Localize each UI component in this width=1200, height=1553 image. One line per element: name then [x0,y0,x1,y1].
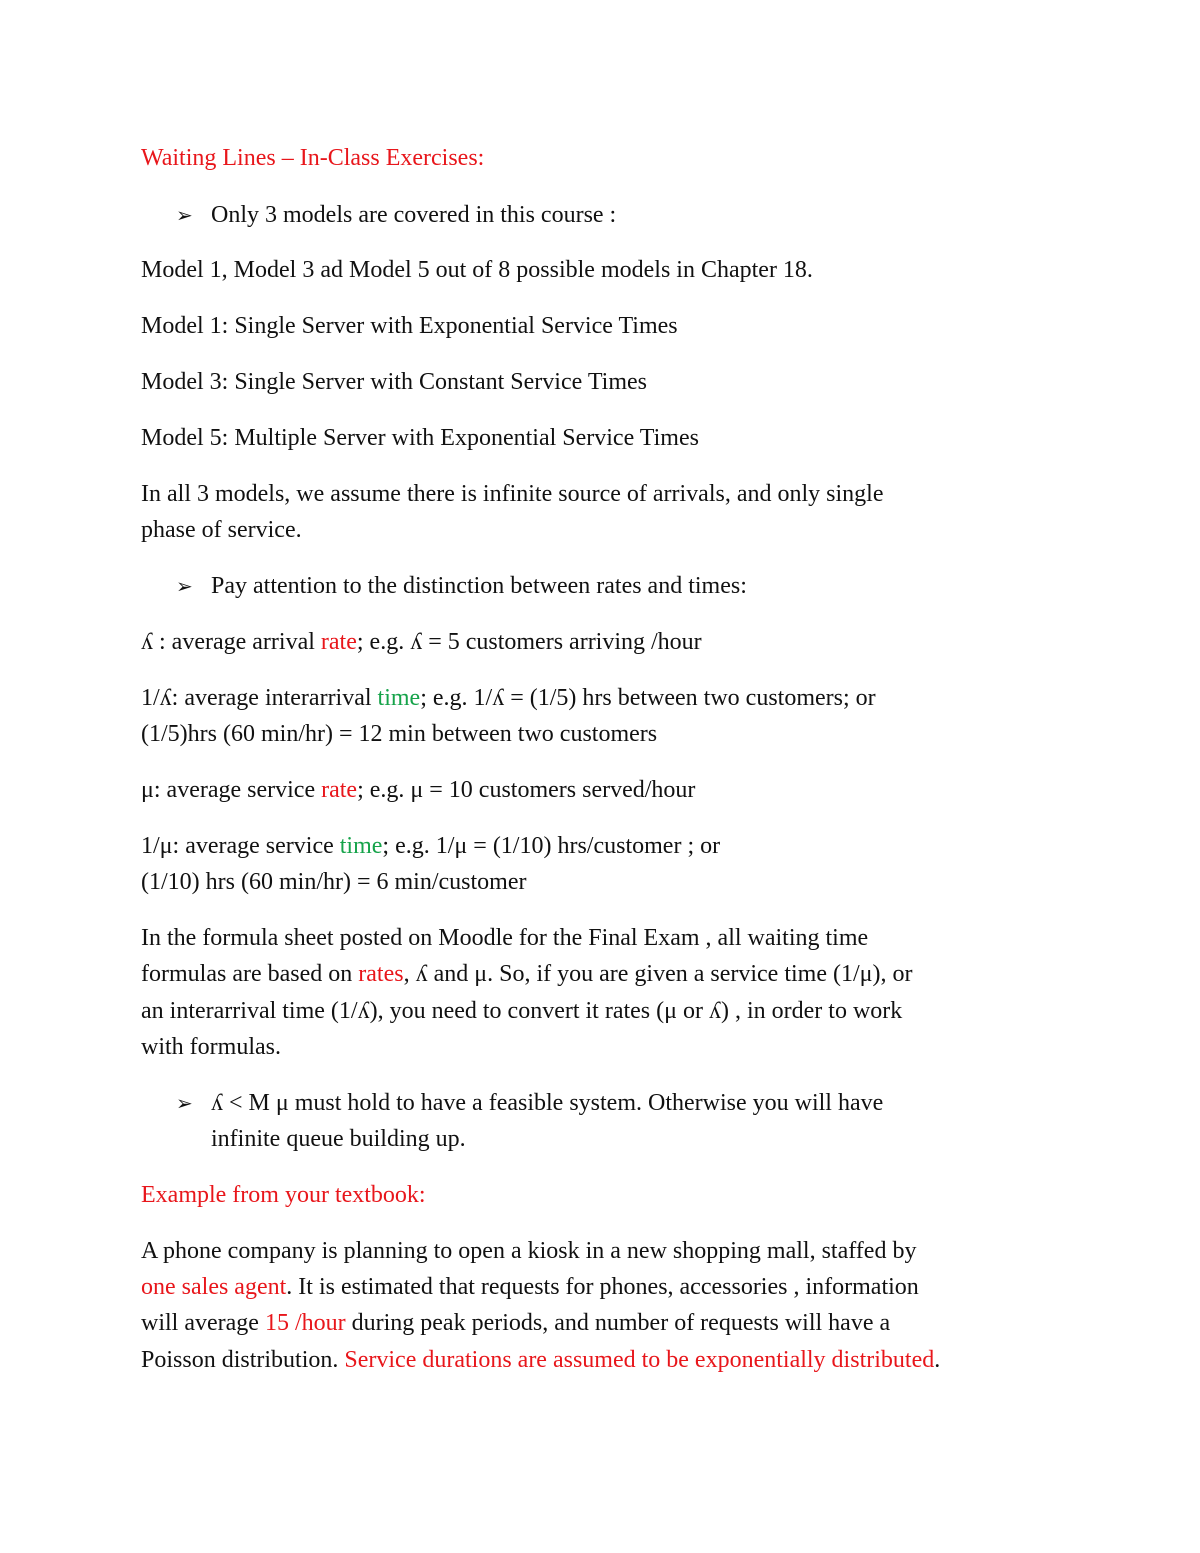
example-line-4-text: Poisson distribution. [141,1347,345,1373]
models-intro: Model 1, Model 3 ad Model 5 out of 8 possible models in Chapter 18. [141,257,813,283]
example-highlight-rate: 15 /hour [264,1310,346,1336]
bullet-arrow-icon: ➢ [176,1091,193,1115]
page-title: Waiting Lines – In-Class Exercises: [141,145,485,171]
inv-lambda-def-example: ; e.g. 1/ʎ = (1/5) hrs between two customers; or [420,685,876,711]
formula-note-text-cont: , ʎ and μ. So, if you are given a service time (1/μ), or [403,961,913,987]
bullet-feasibility-line-2: infinite queue building up. [211,1126,466,1152]
model-1-line: Model 1: Single Server with Exponential Service Times [141,313,678,339]
inv-lambda-conversion: (1/5)hrs (60 min/hr) = 12 min between two customers [141,721,658,747]
mu-def-highlight: rate [321,777,358,803]
assumption-line-2: phase of service. [141,517,302,543]
inv-mu-definition [141,828,720,864]
inv-mu-conversion: (1/10) hrs (60 min/hr) = 6 min/customer [141,869,527,895]
example-line-4-end: . [934,1347,941,1373]
example-line-4 [141,1342,940,1378]
example-line-3-text-cont: during peak periods, and number of requests will have a [345,1310,891,1336]
inv-mu-def-highlight: time [339,833,383,859]
inv-mu-def-text: 1/μ: average service [141,833,340,859]
lambda-def-highlight: rate [320,629,357,655]
example-line-3-text: will average [141,1310,265,1336]
example-highlight-service: Service durations are assumed to be exponentially distributed [344,1347,935,1373]
bullet-arrow-icon: ➢ [176,574,193,598]
mu-definition [141,772,695,808]
mu-def-example: ; e.g. μ = 10 customers served/hour [357,777,696,803]
inv-mu-def-example: ; e.g. 1/μ = (1/10) hrs/customer ; or [382,833,721,859]
bullet-feasibility-line-1: ʎ < M μ must hold to have a feasible system. Otherwise you will have [211,1090,884,1116]
example-line-3 [141,1305,890,1341]
bullet-models-covered: Only 3 models are covered in this course : [211,202,617,228]
bullet-rates-times: Pay attention to the distinction between rates and times: [211,573,747,599]
example-highlight-agent: one sales agent [141,1274,287,1300]
formula-note-highlight: rates [358,961,404,987]
formula-note-line-4: with formulas. [141,1034,281,1060]
example-line-2-text: . It is estimated that requests for phones, accessories , information [286,1274,919,1300]
example-line-1: A phone company is planning to open a kiosk in a new shopping mall, staffed by [141,1238,917,1264]
example-line-2 [141,1269,919,1305]
formula-note-text: formulas are based on [141,961,359,987]
model-3-line: Model 3: Single Server with Constant Service Times [141,369,647,395]
lambda-def-text: ʎ : average arrival [141,629,321,655]
bullet-arrow-icon: ➢ [176,203,193,227]
formula-note-line-1: In the formula sheet posted on Moodle for the Final Exam , all waiting time [141,925,869,951]
lambda-def-example: ; e.g. ʎ = 5 customers arriving /hour [356,629,702,655]
formula-note-line-3: an interarrival time (1/ʎ), you need to convert it rates (μ or ʎ) , in order to work [141,998,903,1024]
mu-def-text: μ: average service [141,777,322,803]
example-heading: Example from your textbook: [141,1182,426,1208]
model-5-line: Model 5: Multiple Server with Exponential Service Times [141,425,699,451]
formula-note-line-2 [141,956,913,992]
assumption-line-1: In all 3 models, we assume there is infinite source of arrivals, and only single [141,481,884,507]
inv-lambda-def-highlight: time [377,685,421,711]
inv-lambda-definition [141,680,876,716]
lambda-definition [141,624,702,660]
inv-lambda-def-text: 1/ʎ: average interarrival [141,685,378,711]
